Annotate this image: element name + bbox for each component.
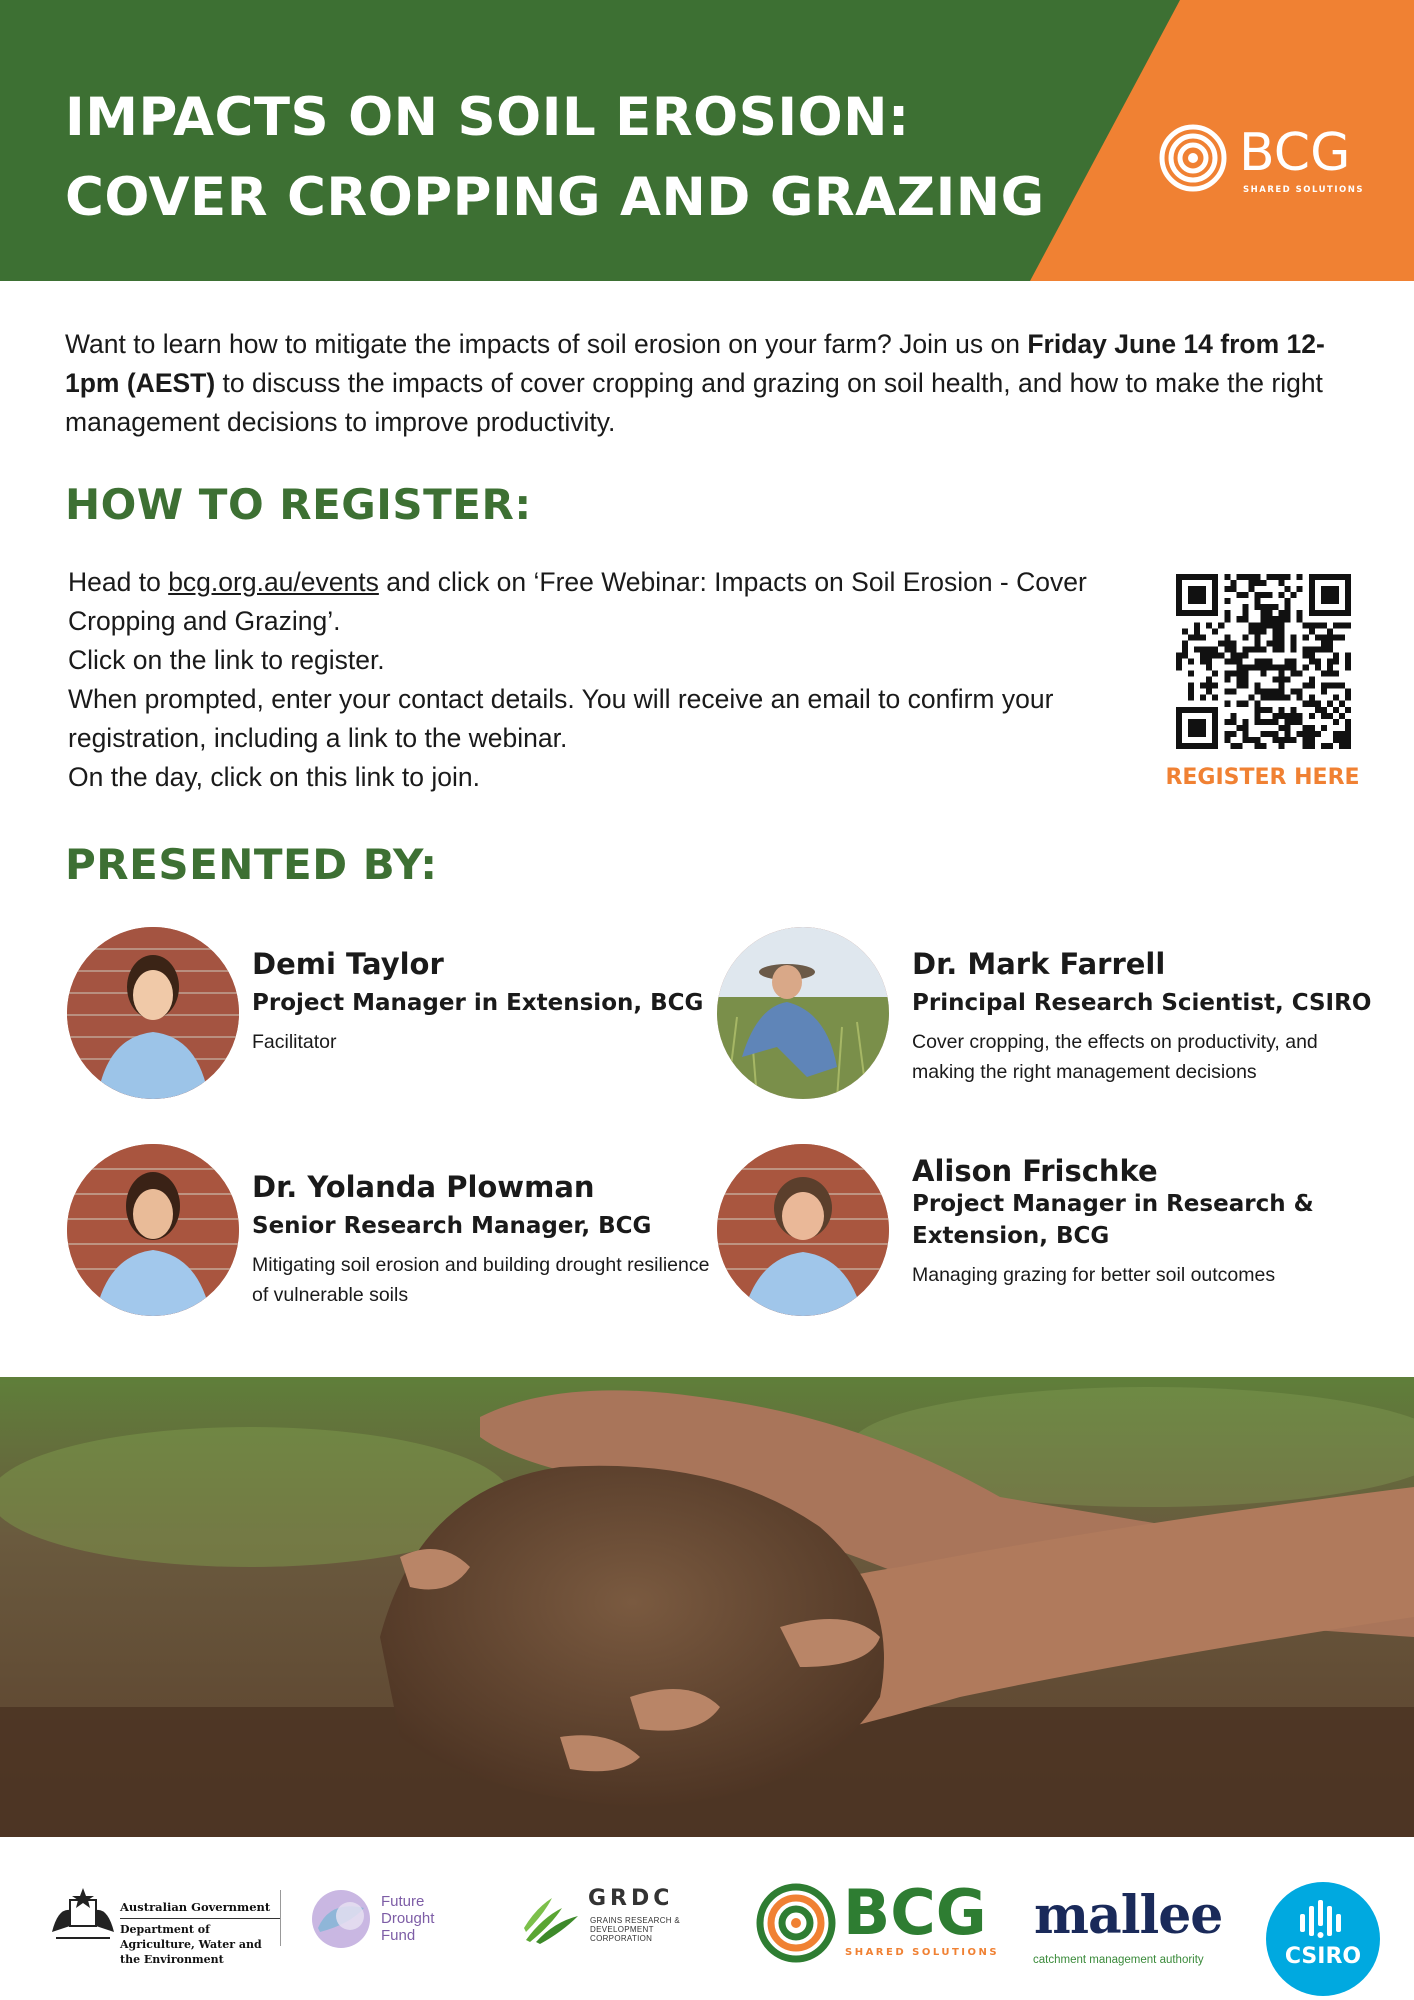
csiro-logo xyxy=(1266,1882,1380,1996)
logo-divider xyxy=(280,1890,281,1946)
presenter-name: Alison Frischke xyxy=(912,1154,1158,1188)
presenter-role: Principal Research Scientist, CSIRO xyxy=(912,990,1372,1016)
header-banner xyxy=(0,0,1414,281)
register-step-4: On the day, click on this link to join. xyxy=(68,762,480,792)
mallee-subtitle: catchment management authority xyxy=(1033,1954,1204,1966)
step1-suffix: and click on ‘Free Webinar: Impacts on Soil Erosion - Cover Cropping and Grazing’. xyxy=(68,567,1087,636)
presenter-topic: Facilitator xyxy=(252,1031,337,1053)
australian-coat-of-arms-icon xyxy=(48,1888,118,1944)
future-drought-fund-icon xyxy=(310,1888,372,1950)
presenter-info xyxy=(912,927,1372,1087)
bcg-logo-text: BCG xyxy=(1239,123,1351,183)
soil-hands-photo xyxy=(0,1377,1414,1837)
presenter-topic: Managing grazing for better soil outcomes xyxy=(912,1264,1276,1286)
events-link[interactable]: bcg.org.au/events xyxy=(168,567,379,597)
presenter-name: Demi Taylor xyxy=(252,947,444,981)
title-line-1: IMPACTS ON SOIL EROSION: xyxy=(65,87,910,148)
bcg-logo xyxy=(1155,120,1375,200)
register-qr-code[interactable] xyxy=(1176,574,1351,749)
register-heading: HOW TO REGISTER: xyxy=(65,480,532,529)
presenter-info xyxy=(912,1144,1372,1290)
register-here-label[interactable]: REGISTER HERE xyxy=(1165,765,1360,790)
title-line-2: COVER CROPPING AND GRAZING xyxy=(65,167,1045,228)
csiro-logo-text: CSIRO xyxy=(1284,1944,1362,1969)
presenter-name: Dr. Yolanda Plowman xyxy=(252,1170,595,1204)
grdc-logo-text: GRDC xyxy=(588,1886,674,1911)
mallee-logo-text: mallee xyxy=(1034,1885,1223,1946)
presenter-info xyxy=(252,1144,722,1310)
intro-paragraph xyxy=(65,325,1355,442)
future-drought-fund-label: Future Drought Fund xyxy=(381,1893,435,1944)
intro-text-before: Want to learn how to mitigate the impacts of soil erosion on your farm? Join us on xyxy=(65,329,1028,359)
bcg-logo-subtext: SHARED SOLUTIONS xyxy=(1243,185,1364,195)
csiro-bars-icon xyxy=(1298,1900,1348,1940)
gov-department: Department of Agriculture, Water and the Environment xyxy=(120,1923,262,1966)
intro-date-time: Friday June 14 from 12-1pm (AEST) xyxy=(65,329,1325,398)
grdc-subtitle: GRAINS RESEARCH & DEVELOPMENT CORPORATION xyxy=(590,1916,681,1943)
intro-text-after: to discuss the impacts of cover cropping and grazing on soil health, and how to make the right management decisions to improve productivity. xyxy=(65,368,1323,437)
presenters-heading: PRESENTED BY: xyxy=(65,840,438,889)
gov-title: Australian Government xyxy=(120,1900,280,1919)
presenter-name: Dr. Mark Farrell xyxy=(912,947,1166,981)
register-instructions xyxy=(68,563,1108,797)
page-title xyxy=(65,78,1055,238)
bcg-footer-icon xyxy=(755,1882,837,1964)
australian-government-logo xyxy=(120,1900,280,1967)
presenter-photo xyxy=(67,927,239,1099)
presenter-info xyxy=(252,927,722,1057)
register-step-1 xyxy=(68,563,1108,641)
presenter-topic: Mitigating soil erosion and building drought resilience of vulnerable soils xyxy=(252,1254,710,1306)
step1-prefix: Head to xyxy=(68,567,169,597)
bcg-footer-subtext: SHARED SOLUTIONS xyxy=(845,1947,1000,1958)
bcg-footer-logo-text: BCG xyxy=(843,1876,987,1949)
presenter-role: Project Manager in Extension, BCG xyxy=(252,990,704,1016)
presenter-photo xyxy=(67,1144,239,1316)
grdc-wheat-icon xyxy=(522,1888,584,1944)
presenter-photo xyxy=(717,927,889,1099)
presenter-photo xyxy=(717,1144,889,1316)
register-step-2: Click on the link to register. xyxy=(68,645,385,675)
presenter-role: Project Manager in Research & Extension, BCG xyxy=(912,1191,1314,1249)
register-step-3: When prompted, enter your contact details. You will receive an email to confirm your registration, including a link to the webinar. xyxy=(68,684,1054,753)
presenter-role: Senior Research Manager, BCG xyxy=(252,1213,652,1239)
presenter-topic: Cover cropping, the effects on productivity, and making the right management decisions xyxy=(912,1031,1318,1083)
